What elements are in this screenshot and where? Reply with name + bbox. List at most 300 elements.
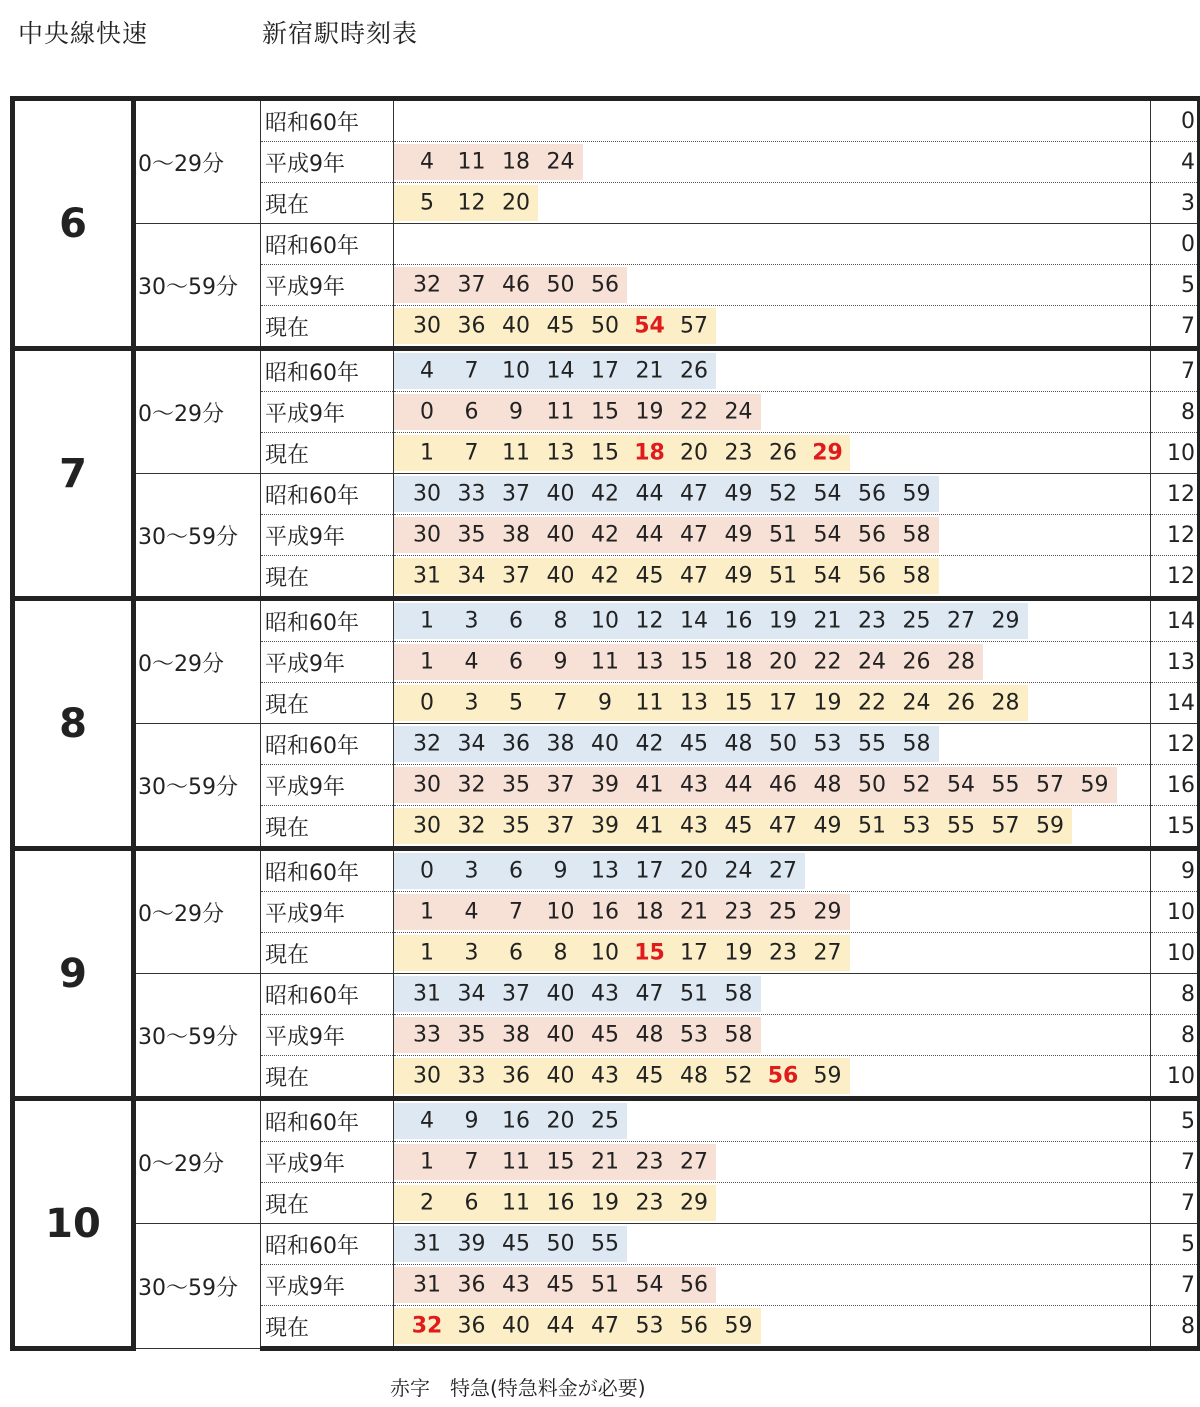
- departure-minute: 41: [635, 772, 664, 798]
- departure-minute: 35: [457, 1022, 486, 1048]
- period-label: 30～59分: [134, 224, 261, 349]
- departure-minute: 36: [502, 731, 530, 757]
- period-label: 30～59分: [134, 1224, 261, 1349]
- departure-times: [394, 265, 1151, 306]
- table-row: [13, 724, 1200, 765]
- departure-minute: 40: [546, 481, 575, 507]
- departure-minute: 10: [502, 358, 530, 384]
- departure-minute: 56: [680, 1272, 708, 1298]
- period-label: 0～29分: [134, 349, 261, 474]
- train-count: 5: [1151, 1224, 1200, 1265]
- departure-minute: 6: [509, 940, 523, 966]
- era-label: 昭和60年: [261, 349, 394, 392]
- departure-minute: 34: [457, 563, 486, 589]
- departure-times: [394, 515, 1151, 556]
- departure-times: [394, 1306, 1151, 1349]
- departure-minute: 19: [591, 1190, 619, 1216]
- departure-minute: 21: [591, 1149, 619, 1175]
- departure-minute: 31: [413, 1272, 441, 1298]
- train-count: 3: [1151, 183, 1200, 224]
- departure-minute: 9: [553, 858, 568, 884]
- departure-times: [394, 1056, 1151, 1099]
- departure-times: [394, 1224, 1151, 1265]
- era-label: 現在: [261, 1056, 394, 1099]
- departure-minute: 33: [413, 1022, 441, 1048]
- train-count: 8: [1151, 1015, 1200, 1056]
- era-highlight-bar: [394, 603, 1028, 639]
- departure-minute: 5: [509, 690, 523, 716]
- departure-minute: 57: [680, 313, 708, 339]
- departure-minute: 58: [724, 1022, 753, 1048]
- departure-minute: 50: [769, 731, 797, 757]
- departure-minute: 30: [413, 1063, 441, 1089]
- departure-minute: 11: [502, 440, 530, 466]
- hour-label: 9: [13, 849, 134, 1099]
- departure-minute: 5: [420, 190, 434, 216]
- departure-minute: 36: [457, 313, 486, 339]
- departure-minute: 54: [813, 481, 842, 507]
- departure-minute: 58: [902, 563, 931, 589]
- departure-minute: 26: [680, 358, 708, 384]
- departure-minute: 27: [947, 608, 975, 634]
- departure-minute: 45: [680, 731, 708, 757]
- departure-minute: 18: [635, 899, 664, 925]
- departure-times: [394, 142, 1151, 183]
- departure-minute: 55: [991, 772, 1020, 798]
- departure-minute: 47: [680, 522, 708, 548]
- train-count: 7: [1151, 1142, 1200, 1183]
- departure-minute: 51: [769, 563, 797, 589]
- departure-minute: 59: [1036, 813, 1064, 839]
- departure-minute: 49: [724, 563, 753, 589]
- departure-minute: 1: [420, 899, 434, 925]
- departure-minute: 56: [591, 272, 619, 298]
- departure-minute: 47: [591, 1313, 619, 1339]
- limited-express-minute: 15: [634, 940, 665, 966]
- departure-minute: 59: [902, 481, 931, 507]
- period-label: 30～59分: [134, 724, 261, 849]
- departure-times: [394, 892, 1151, 933]
- departure-times: [394, 306, 1151, 349]
- departure-times: [394, 724, 1151, 765]
- departure-minute: 45: [591, 1022, 619, 1048]
- departure-minute: 56: [858, 481, 886, 507]
- departure-times: [394, 556, 1151, 599]
- departure-minute: 19: [813, 690, 842, 716]
- departure-minute: 22: [858, 690, 886, 716]
- era-label: 平成9年: [261, 642, 394, 683]
- departure-times: [394, 392, 1151, 433]
- departure-minute: 42: [591, 563, 619, 589]
- departure-minute: 9: [598, 690, 612, 716]
- departure-minute: 46: [769, 772, 797, 798]
- table-row: [13, 974, 1200, 1015]
- departure-minute: 32: [457, 813, 486, 839]
- departure-minute: 3: [464, 690, 479, 716]
- departure-times: [394, 349, 1151, 392]
- limited-express-minute: 18: [634, 440, 665, 466]
- departure-minute: 43: [502, 1272, 530, 1298]
- departure-minute: 29: [813, 899, 842, 925]
- departure-minute: 30: [413, 481, 441, 507]
- departure-minute: 0: [420, 858, 434, 884]
- departure-minute: 20: [680, 858, 708, 884]
- departure-minute: 39: [591, 772, 619, 798]
- departure-minute: 4: [420, 1108, 434, 1134]
- departure-minute: 35: [502, 813, 530, 839]
- table-row: [13, 224, 1200, 265]
- departure-minute: 59: [724, 1313, 753, 1339]
- departure-minute: 17: [591, 358, 619, 384]
- departure-minute: 21: [680, 899, 708, 925]
- departure-minute: 34: [457, 731, 486, 757]
- departure-minute: 20: [680, 440, 708, 466]
- departure-minute: 49: [724, 481, 753, 507]
- departure-minute: 13: [546, 440, 575, 466]
- departure-minute: 35: [502, 772, 530, 798]
- departure-minute: 17: [680, 940, 708, 966]
- departure-minute: 42: [591, 522, 619, 548]
- departure-minute: 36: [502, 1063, 530, 1089]
- departure-minute: 47: [769, 813, 797, 839]
- departure-minute: 51: [591, 1272, 619, 1298]
- departure-minute: 58: [902, 731, 931, 757]
- era-label: 昭和60年: [261, 1099, 394, 1142]
- train-count: 7: [1151, 349, 1200, 392]
- train-count: 10: [1151, 933, 1200, 974]
- departure-minute: 30: [413, 772, 441, 798]
- departure-times: [394, 1099, 1151, 1142]
- train-count: 7: [1151, 306, 1200, 349]
- hour-label: 6: [13, 99, 134, 349]
- train-count: 16: [1151, 765, 1200, 806]
- departure-minute: 1: [420, 608, 434, 634]
- departure-minute: 14: [546, 358, 575, 384]
- departure-minute: 20: [769, 649, 797, 675]
- departure-minute: 27: [769, 858, 797, 884]
- train-count: 8: [1151, 1306, 1200, 1349]
- departure-minute: 51: [858, 813, 886, 839]
- departure-minute: 37: [502, 563, 530, 589]
- departure-minute: 10: [546, 899, 575, 925]
- departure-minute: 42: [591, 481, 619, 507]
- departure-minute: 40: [546, 1022, 575, 1048]
- table-row: [13, 599, 1200, 642]
- table-row: [13, 849, 1200, 892]
- era-label: 昭和60年: [261, 849, 394, 892]
- era-label: 現在: [261, 1306, 394, 1349]
- departure-minute: 11: [635, 690, 664, 716]
- era-label: 昭和60年: [261, 474, 394, 515]
- departure-minute: 10: [591, 608, 619, 634]
- train-count: 9: [1151, 849, 1200, 892]
- departure-minute: 1: [420, 940, 434, 966]
- departure-minute: 0: [420, 690, 434, 716]
- train-count: 12: [1151, 556, 1200, 599]
- departure-minute: 29: [991, 608, 1020, 634]
- departure-minute: 54: [813, 522, 842, 548]
- departure-minute: 37: [502, 981, 530, 1007]
- era-label: 現在: [261, 306, 394, 349]
- era-label: 平成9年: [261, 1142, 394, 1183]
- period-label: 30～59分: [134, 974, 261, 1099]
- departure-minute: 23: [769, 940, 797, 966]
- departure-minute: 38: [546, 731, 575, 757]
- departure-minute: 44: [546, 1313, 575, 1339]
- departure-minute: 13: [680, 690, 708, 716]
- departure-minute: 23: [724, 899, 753, 925]
- departure-minute: 45: [635, 563, 664, 589]
- departure-minute: 40: [546, 1063, 575, 1089]
- era-label: 現在: [261, 933, 394, 974]
- departure-minute: 22: [813, 649, 842, 675]
- departure-minute: 18: [502, 149, 530, 175]
- train-count: 12: [1151, 724, 1200, 765]
- departure-times: [394, 474, 1151, 515]
- train-count: 7: [1151, 1265, 1200, 1306]
- era-label: 昭和60年: [261, 974, 394, 1015]
- departure-minute: 57: [1036, 772, 1064, 798]
- departure-minute: 8: [553, 940, 568, 966]
- hour-label: 7: [13, 349, 134, 599]
- departure-minute: 56: [858, 522, 886, 548]
- train-count: 0: [1151, 99, 1200, 142]
- departure-minute: 55: [591, 1231, 619, 1257]
- era-label: 昭和60年: [261, 224, 394, 265]
- era-label: 現在: [261, 683, 394, 724]
- departure-minute: 32: [413, 272, 441, 298]
- train-count: 7: [1151, 1183, 1200, 1224]
- departure-minute: 56: [680, 1313, 708, 1339]
- departure-minute: 40: [591, 731, 619, 757]
- departure-minute: 23: [858, 608, 886, 634]
- departure-minute: 1: [420, 1149, 434, 1175]
- departure-times: [394, 974, 1151, 1015]
- legend-note: 赤字 特急(特急料金が必要): [390, 1376, 646, 1400]
- departure-minute: 36: [457, 1313, 486, 1339]
- departure-minute: 47: [680, 563, 708, 589]
- limited-express-minute: 29: [812, 440, 843, 466]
- departure-minute: 7: [509, 899, 523, 925]
- departure-minute: 39: [457, 1231, 486, 1257]
- departure-minute: 30: [413, 313, 441, 339]
- departure-minute: 1: [420, 649, 434, 675]
- departure-minute: 40: [546, 563, 575, 589]
- departure-minute: 33: [457, 481, 486, 507]
- era-label: 平成9年: [261, 1015, 394, 1056]
- departure-minute: 45: [635, 1063, 664, 1089]
- departure-minute: 20: [502, 190, 530, 216]
- era-label: 昭和60年: [261, 724, 394, 765]
- departure-minute: 37: [457, 272, 486, 298]
- departure-minute: 38: [502, 522, 530, 548]
- departure-minute: 49: [813, 813, 842, 839]
- departure-minute: 20: [546, 1108, 575, 1134]
- departure-minute: 47: [680, 481, 708, 507]
- departure-minute: 36: [457, 1272, 486, 1298]
- departure-minute: 13: [635, 649, 664, 675]
- departure-minute: 34: [457, 981, 486, 1007]
- departure-minute: 11: [502, 1190, 530, 1216]
- departure-minute: 31: [413, 563, 441, 589]
- departure-minute: 4: [420, 358, 434, 384]
- departure-minute: 0: [420, 399, 434, 425]
- departure-minute: 2: [420, 1190, 434, 1216]
- timetable: [10, 96, 1200, 1351]
- departure-minute: 7: [464, 1149, 479, 1175]
- train-count: 5: [1151, 265, 1200, 306]
- departure-minute: 21: [635, 358, 664, 384]
- departure-minute: 40: [546, 522, 575, 548]
- departure-minute: 43: [591, 1063, 619, 1089]
- departure-minute: 21: [813, 608, 842, 634]
- departure-times: [394, 599, 1151, 642]
- table-row: [13, 474, 1200, 515]
- era-label: 現在: [261, 1183, 394, 1224]
- departure-minute: 50: [858, 772, 886, 798]
- era-label: 平成9年: [261, 765, 394, 806]
- departure-minute: 48: [635, 1022, 664, 1048]
- departure-minute: 52: [724, 1063, 753, 1089]
- departure-minute: 28: [947, 649, 975, 675]
- departure-minute: 52: [769, 481, 797, 507]
- departure-minute: 53: [680, 1022, 708, 1048]
- train-count: 0: [1151, 224, 1200, 265]
- departure-minute: 45: [502, 1231, 530, 1257]
- departure-times: [394, 1015, 1151, 1056]
- departure-minute: 16: [591, 899, 619, 925]
- era-label: 平成9年: [261, 142, 394, 183]
- departure-minute: 58: [902, 522, 931, 548]
- departure-minute: 43: [680, 813, 708, 839]
- departure-minute: 51: [680, 981, 708, 1007]
- departure-minute: 37: [546, 772, 575, 798]
- departure-minute: 23: [635, 1149, 664, 1175]
- departure-minute: 53: [635, 1313, 664, 1339]
- departure-minute: 55: [947, 813, 975, 839]
- departure-minute: 44: [635, 522, 664, 548]
- departure-minute: 59: [813, 1063, 842, 1089]
- departure-minute: 27: [813, 940, 842, 966]
- departure-times: [394, 1142, 1151, 1183]
- train-count: 13: [1151, 642, 1200, 683]
- departure-minute: 45: [724, 813, 753, 839]
- train-count: 14: [1151, 683, 1200, 724]
- departure-minute: 25: [769, 899, 797, 925]
- table-row: [13, 1224, 1200, 1265]
- departure-minute: 26: [902, 649, 931, 675]
- departure-minute: 40: [502, 1313, 530, 1339]
- departure-minute: 31: [413, 1231, 441, 1257]
- departure-minute: 11: [546, 399, 575, 425]
- departure-times: [394, 683, 1151, 724]
- departure-minute: 37: [502, 481, 530, 507]
- train-count: 8: [1151, 392, 1200, 433]
- departure-minute: 9: [553, 649, 568, 675]
- departure-minute: 15: [546, 1149, 575, 1175]
- departure-minute: 10: [591, 940, 619, 966]
- era-label: 平成9年: [261, 515, 394, 556]
- departure-minute: 1: [420, 440, 434, 466]
- departure-minute: 45: [546, 313, 575, 339]
- limited-express-minute: 32: [411, 1313, 443, 1339]
- departure-minute: 55: [858, 731, 886, 757]
- departure-minute: 24: [724, 399, 753, 425]
- departure-minute: 54: [813, 563, 842, 589]
- departure-minute: 13: [591, 858, 619, 884]
- departure-minute: 50: [546, 272, 575, 298]
- era-label: 平成9年: [261, 1265, 394, 1306]
- departure-minute: 16: [546, 1190, 575, 1216]
- era-highlight-bar: [394, 685, 1028, 721]
- hour-label: 10: [13, 1099, 134, 1349]
- page-title: 新宿駅時刻表: [262, 19, 419, 48]
- era-label: 現在: [261, 806, 394, 849]
- limited-express-minute: 54: [634, 313, 665, 339]
- departure-minute: 58: [724, 981, 753, 1007]
- table-row: [13, 1099, 1200, 1142]
- departure-minute: 11: [591, 649, 619, 675]
- departure-minute: 57: [991, 813, 1020, 839]
- departure-minute: 6: [509, 649, 523, 675]
- departure-minute: 19: [769, 608, 797, 634]
- departure-minute: 48: [680, 1063, 708, 1089]
- departure-times: [394, 183, 1151, 224]
- departure-minute: 28: [991, 690, 1020, 716]
- departure-times: [394, 933, 1151, 974]
- departure-minute: 31: [413, 981, 441, 1007]
- departure-minute: 41: [635, 813, 664, 839]
- departure-minute: 44: [724, 772, 753, 798]
- departure-minute: 39: [591, 813, 619, 839]
- departure-minute: 4: [420, 149, 434, 175]
- departure-minute: 48: [813, 772, 842, 798]
- departure-minute: 51: [769, 522, 797, 548]
- era-label: 現在: [261, 183, 394, 224]
- departure-minute: 25: [902, 608, 931, 634]
- departure-times: [394, 642, 1151, 683]
- departure-minute: 25: [591, 1108, 619, 1134]
- departure-minute: 15: [591, 399, 619, 425]
- era-label: 現在: [261, 433, 394, 474]
- departure-times: [394, 433, 1151, 474]
- departure-minute: 14: [680, 608, 708, 634]
- departure-minute: 24: [858, 649, 886, 675]
- train-count: 5: [1151, 1099, 1200, 1142]
- departure-minute: 24: [724, 858, 753, 884]
- table-row: [13, 99, 1200, 142]
- era-label: 平成9年: [261, 892, 394, 933]
- departure-minute: 46: [502, 272, 530, 298]
- era-label: 昭和60年: [261, 1224, 394, 1265]
- train-count: 10: [1151, 1056, 1200, 1099]
- departure-minute: 49: [724, 522, 753, 548]
- departure-minute: 4: [464, 649, 479, 675]
- limited-express-minute: 56: [767, 1063, 799, 1089]
- departure-minute: 40: [546, 981, 575, 1007]
- era-label: 平成9年: [261, 392, 394, 433]
- departure-minute: 16: [724, 608, 753, 634]
- period-label: 0～29分: [134, 1099, 261, 1224]
- era-label: 昭和60年: [261, 599, 394, 642]
- departure-minute: 7: [553, 690, 568, 716]
- period-label: 0～29分: [134, 599, 261, 724]
- train-count: 4: [1151, 142, 1200, 183]
- departure-minute: 15: [680, 649, 708, 675]
- departure-minute: 12: [457, 190, 486, 216]
- departure-minute: 9: [464, 1108, 479, 1134]
- departure-minute: 38: [502, 1022, 530, 1048]
